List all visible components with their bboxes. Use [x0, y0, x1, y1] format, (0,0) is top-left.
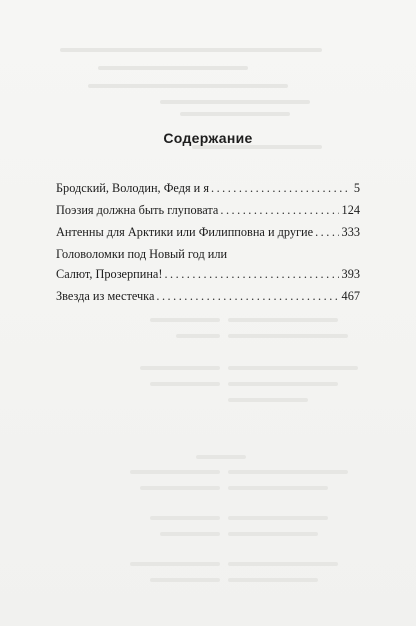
bleed-through-line [228, 516, 328, 520]
bleed-through-line [196, 455, 246, 459]
toc-entry[interactable] [56, 200, 360, 220]
bleed-through-line [228, 470, 348, 474]
bleed-through-line [140, 486, 220, 490]
toc-entry-page: 393 [341, 267, 360, 281]
toc-entry-title: Бродский, Володин, Федя и я [56, 181, 209, 195]
bleed-through-line [160, 100, 310, 104]
bleed-through-line [98, 66, 248, 70]
bleed-through-line [228, 398, 308, 402]
bleed-through-line [150, 516, 220, 520]
bleed-through-line [228, 562, 338, 566]
bleed-through-line [228, 382, 338, 386]
toc-entry-title-line1: Головоломки под Новый год или [56, 247, 228, 261]
bleed-through-line [60, 48, 322, 52]
toc-entry-title: Салют, Прозерпина! [56, 267, 163, 281]
dot-leader [220, 200, 338, 220]
toc-entry[interactable] [56, 178, 360, 198]
bleed-through-line [150, 382, 220, 386]
toc-entry-page: 124 [341, 203, 360, 217]
toc-entry-title: Звезда из местечка [56, 289, 155, 303]
bleed-through-line [180, 112, 290, 116]
bleed-through-line [130, 562, 220, 566]
toc-heading: Содержание [163, 130, 253, 146]
toc-entry-title: Антенны для Арктики или Филипповна и другие [56, 225, 314, 239]
toc-entry-page: 5 [353, 181, 360, 195]
bleed-through-line [228, 578, 318, 582]
bleed-through-line [176, 334, 220, 338]
dot-leader [315, 222, 338, 242]
bleed-through-line [228, 486, 328, 490]
toc-entry[interactable] [56, 222, 360, 242]
bleed-through-line [140, 366, 220, 370]
bleed-through-line [160, 532, 220, 536]
bleed-through-line [228, 532, 318, 536]
toc-entry-page: 467 [341, 289, 360, 303]
bleed-through-line [228, 318, 338, 322]
dot-leader [211, 178, 351, 198]
toc-entry[interactable] [56, 244, 360, 284]
bleed-through-line [228, 366, 358, 370]
bleed-through-line [88, 84, 288, 88]
toc-entry-title: Поэзия должна быть глуповата [56, 203, 219, 217]
bleed-through-line [150, 318, 220, 322]
bleed-through-line [150, 578, 220, 582]
toc-entry-page: 333 [341, 225, 360, 239]
bleed-through-line [228, 334, 348, 338]
dot-leader [156, 286, 338, 306]
dot-leader [164, 264, 338, 284]
toc-entry[interactable] [56, 286, 360, 306]
bleed-through-line [130, 470, 220, 474]
